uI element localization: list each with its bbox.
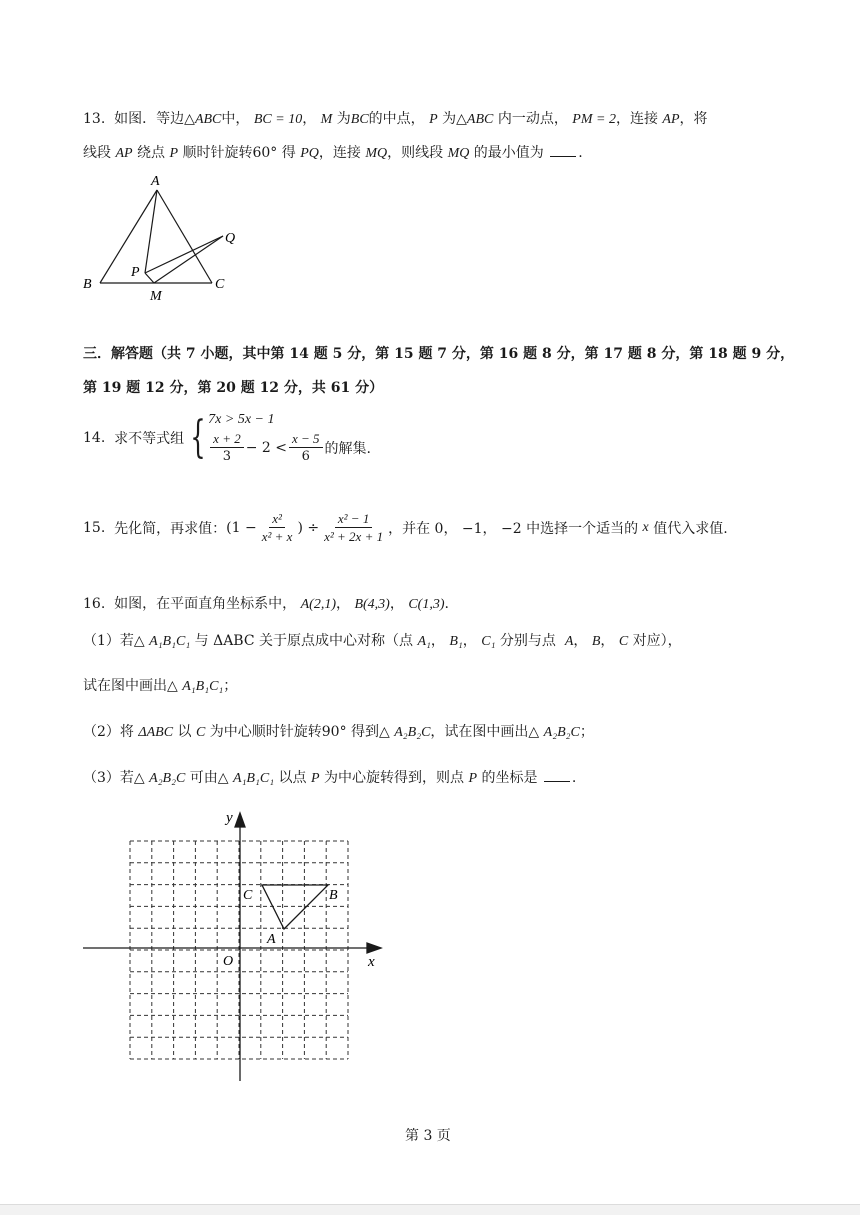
q15: 15. 先化简，再求值： (1 − $\frac{\text{x²}}{\text{x² + x}}$ ) ÷ $\frac{\text{x² − 1}}{\text{x² + 2x + 1}}$ ，并在 0， −1， −2 中选择一个适当的 x 值代入求值. — [83, 511, 728, 544]
answer-blank[interactable] — [544, 768, 570, 782]
system-brace: { — [190, 411, 206, 463]
y-axis-label: y — [226, 810, 233, 826]
section3-heading-line1: 三．解答题（共 7 小题，其中第 14 题 5 分，第 15 题 7 分，第 16 题 8 分，第 17 题 8 分，第 18 题 9 分， — [83, 346, 795, 362]
point-c-label: C — [243, 888, 253, 903]
point-b-label: B — [329, 888, 338, 903]
label-b: B — [83, 277, 92, 292]
section3-heading-line2: 第 19 题 12 分，第 20 题 12 分，共 61 分） — [83, 380, 384, 396]
q13-line2: 线段 AP 绕点 P 顺时针旋转60° 得 PQ，连接 MQ，则线段 MQ 的最小值为 . — [83, 145, 583, 161]
inequality-2: $\frac{x + 2}{3}$ − 2 < $\frac{x - 5}{6}$ 的解集. — [208, 430, 371, 465]
inequality-system — [208, 410, 371, 465]
segment-ap — [145, 190, 157, 273]
q16-part1-line2: 试在图中画出△ A₁B₁C₁； — [83, 678, 238, 694]
q16-part2: （2）将 ΔABC 以 C 为中心顺时针旋转90° 得到△ A₂B₂C，试在图中画出△ A₂B₂C； — [83, 724, 594, 740]
segment-pq — [145, 236, 223, 273]
coordinate-grid-figure — [75, 805, 395, 1090]
q14: 14. 求不等式组 { 7x > 5x − 1 $\frac{x + 2}{3}$ − 2 < $\frac{x - 5}{6}$ 的解集. — [83, 411, 371, 464]
label-q: Q — [225, 231, 236, 246]
point-a-label: A — [267, 932, 276, 947]
origin-label: O — [223, 954, 234, 969]
q16-part1: （1）若△ A₁B₁C₁ 与 ΔABC 关于原点成中心对称（点 A₁， B₁， C₁ 分别与点 A， B， C 对应）， — [83, 633, 682, 649]
y-axis-arrow — [235, 813, 245, 827]
label-c: C — [215, 277, 225, 292]
answer-blank[interactable] — [550, 143, 576, 157]
x-axis-label: x — [368, 954, 375, 970]
triangle-figure — [75, 170, 255, 305]
label-a: A — [151, 174, 160, 189]
label-p: P — [131, 265, 140, 280]
q13-line1: 13. 如图．等边△ABC中， BC = 10， M 为BC的中点， P 为△ABC 内一动点， PM = 2，连接 AP，将 — [83, 111, 708, 127]
inequality-1: 7x > 5x − 1 — [208, 412, 275, 427]
q16-intro: 16. 如图，在平面直角坐标系中， A(2,1)， B(4,3)， C(1,3). — [83, 596, 449, 612]
side-ac — [157, 190, 212, 283]
q16-part3: （3）若△ A₂B₂C 可由△ A₁B₁C₁ 以点 P 为中心旋转得到，则点 P 的坐标是 . — [83, 770, 577, 786]
x-axis-arrow — [367, 943, 381, 953]
triangle-abc — [262, 885, 328, 929]
segment-pm — [145, 273, 154, 283]
page-number: 第 3 页 — [405, 1128, 451, 1144]
label-m: M — [150, 289, 162, 304]
side-ab — [100, 190, 157, 283]
bottom-scrollbar[interactable] — [0, 1204, 860, 1215]
